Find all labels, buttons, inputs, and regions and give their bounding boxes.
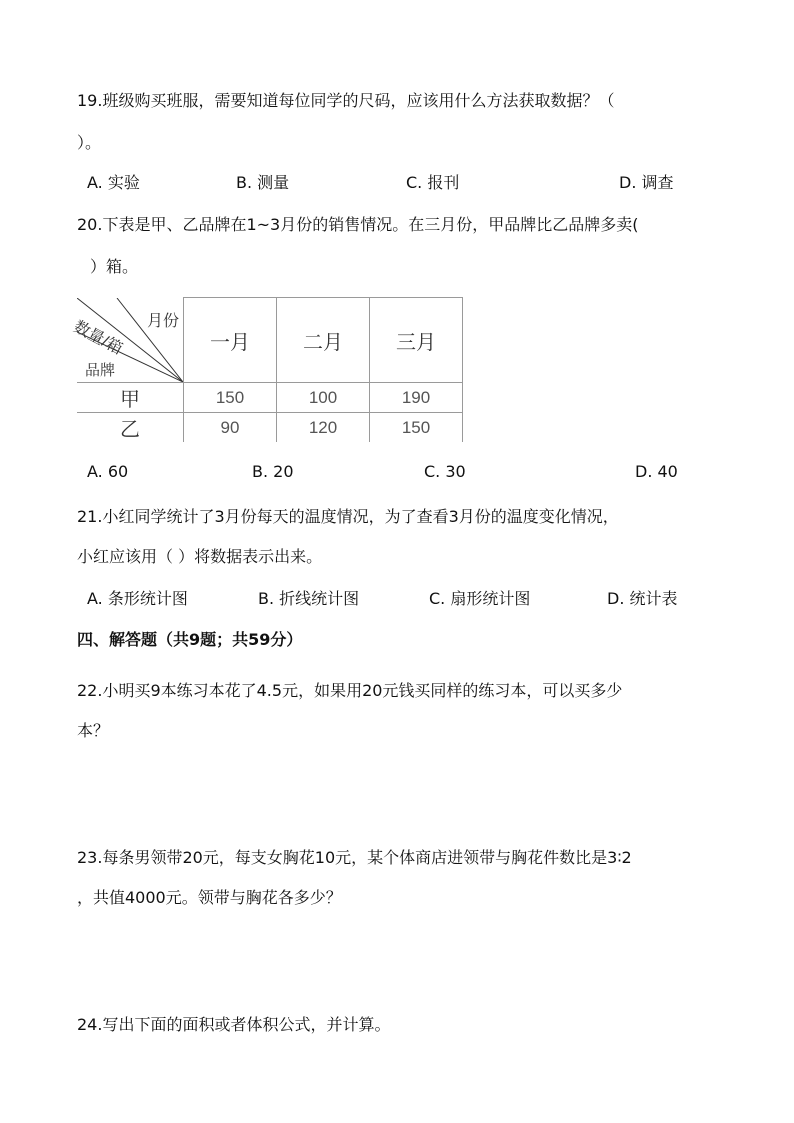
q20-option-b: B. 20: [252, 462, 294, 481]
q21-option-a: A. 条形统计图: [87, 589, 188, 608]
q19-option-c: C. 报刊: [406, 173, 460, 192]
q19-option-b: B. 测量: [236, 173, 290, 192]
q20-option-d: D. 40: [635, 462, 678, 481]
table-corner-cell: [70, 298, 184, 383]
corner-quantity-label: 数量/箱: [70, 318, 125, 358]
cell-jia-month-2: 100: [277, 383, 370, 413]
table-row: [77, 383, 463, 413]
corner-month-label: 月份: [146, 312, 179, 330]
q24-text-line1: 24.写出下面的面积或者体积公式，并计算。: [77, 1015, 391, 1034]
q21-option-b: B. 折线统计图: [258, 589, 360, 608]
q21-text-line2: 小红应该用（ ）将数据表示出来。: [77, 547, 323, 566]
header-month-2: 二月: [277, 298, 370, 383]
cell-yi-month-1: 90: [184, 413, 277, 443]
sales-table-header-row: [77, 298, 463, 383]
corner-brand-label: 品牌: [85, 361, 116, 379]
row-brand-yi: 乙: [77, 413, 184, 443]
q19-text-line2: ）。: [77, 133, 102, 152]
section-heading: 四、解答题（共9题；共59分）: [77, 630, 303, 649]
cell-yi-month-2: 120: [277, 413, 370, 443]
cell-jia-month-3: 190: [370, 383, 463, 413]
q21-option-d: D. 统计表: [607, 589, 678, 608]
q20-text-line1: 20.下表是甲、乙品牌在1~3月份的销售情况。在三月份，甲品牌比乙品牌多卖(: [77, 215, 639, 234]
q21-text-line1: 21.小红同学统计了3月份每天的温度情况，为了查看3月份的温度变化情况，: [77, 507, 619, 526]
table-row: [77, 413, 463, 443]
q20-option-a: A. 60: [87, 462, 129, 481]
row-brand-jia: 甲: [77, 383, 184, 413]
q22-text-line2: 本？: [77, 721, 110, 740]
q19-option-a: A. 实验: [87, 173, 140, 192]
q22-text-line1: 22.小明买9本练习本花了4.5元，如果用20元钱买同样的练习本，可以买多少: [77, 681, 623, 700]
header-month-3: 三月: [370, 298, 463, 383]
header-month-1: 一月: [184, 298, 277, 383]
q21-option-c: C. 扇形统计图: [429, 589, 531, 608]
q19-text-line1: 19.班级购买班服，需要知道每位同学的尺码，应该用什么方法获取数据？（: [77, 91, 615, 110]
q20-option-c: C. 30: [424, 462, 466, 481]
cell-yi-month-3: 150: [370, 413, 463, 443]
cell-jia-month-1: 150: [184, 383, 277, 413]
q23-text-line1: 23.每条男领带20元，每支女胸花10元，某个体商店进领带与胸花件数比是3∶2: [77, 848, 632, 867]
sales-table: [70, 297, 463, 442]
q19-option-d: D. 调查: [619, 173, 674, 192]
q23-text-line2: ，共值4000元。领带与胸花各多少？: [77, 888, 342, 907]
q20-text-line2: ）箱。: [90, 257, 139, 276]
